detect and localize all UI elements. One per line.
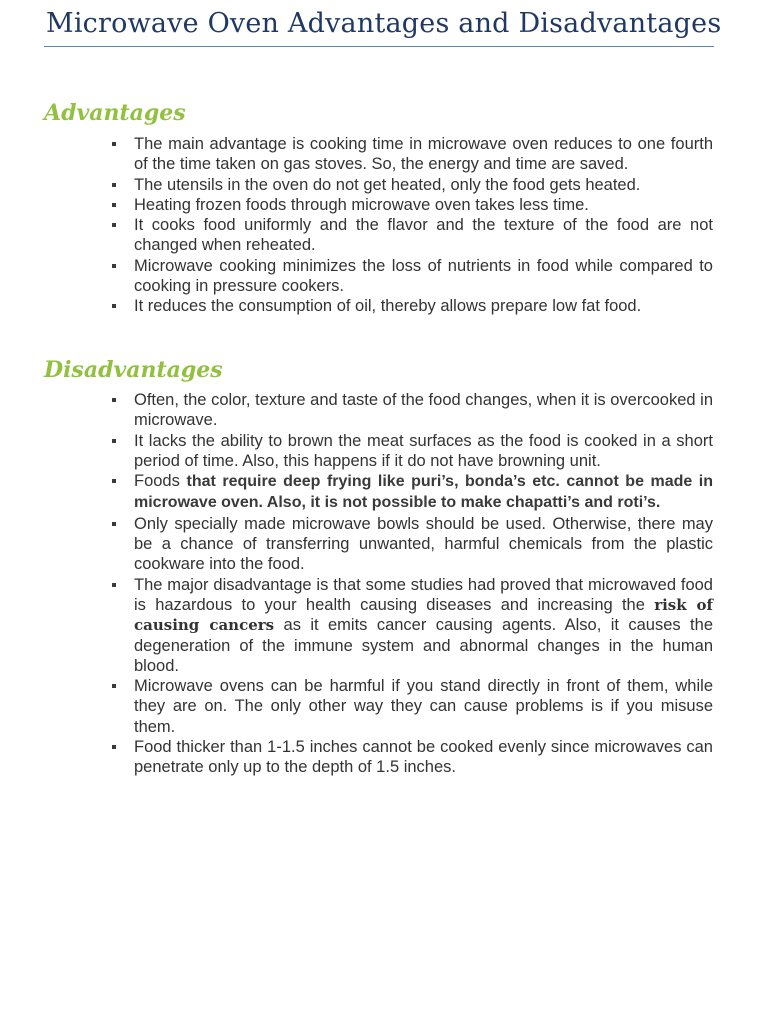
list-item	[110, 256, 713, 297]
list-item-text: Microwave cooking minimizes the loss of nutrients in food while compared to cooking in pressure cookers.	[134, 256, 713, 296]
square-bullet-icon	[112, 583, 116, 587]
list-item-text: The utensils in the oven do not get heated, only the food gets heated.	[134, 175, 641, 194]
page-title: Microwave Oven Advantages and Disadvantages	[46, 8, 722, 39]
square-bullet-icon	[112, 203, 116, 207]
list-item-text: It cooks food uniformly and the flavor and the texture of the food are not changed when reheated.	[134, 216, 713, 255]
disadvantages-heading: Disadvantages	[44, 357, 223, 383]
advantages-list	[110, 134, 713, 317]
square-bullet-icon	[112, 745, 116, 749]
list-item-text: Food thicker than 1-1.5 inches cannot be cooked evenly since microwaves can penetrate only up to the depth of 1.5 inches.	[134, 738, 713, 777]
list-item	[110, 676, 713, 737]
list-item	[110, 195, 713, 215]
list-item	[110, 175, 713, 195]
list-item-text: It lacks the ability to brown the meat surfaces as the food is cooked in a short period of time. Also, this happens if it do not have browning unit.	[134, 431, 713, 470]
advantages-heading: Advantages	[44, 100, 186, 126]
list-item-text: Microwave ovens can be harmful if you stand directly in front of them, while they are on. The only other way they can cause problems is if you misuse them.	[134, 677, 713, 736]
square-bullet-icon	[112, 142, 116, 146]
list-item	[110, 296, 713, 316]
square-bullet-icon	[112, 304, 116, 308]
list-item-text-end: as it emits cancer causing agents. Also, it causes the degeneration of the immune system and abnormal changes in the human blood.	[134, 616, 713, 675]
list-item-text-bold: that require deep frying like puri’s, bonda’s etc. cannot be made in microwave oven. Also, it is not possible to make chapatti’s and roti’s.	[134, 473, 713, 512]
square-bullet-icon	[112, 439, 116, 443]
disadvantages-list	[110, 390, 713, 778]
list-item-text-start: The major disadvantage is that some studies had proved that microwaved food is hazardous to your health causing diseases and increasing the	[134, 575, 713, 614]
list-item	[110, 215, 713, 256]
title-underline	[44, 46, 714, 47]
list-item-text-emphasis: risk of causing cancers	[134, 595, 713, 635]
square-bullet-icon	[112, 223, 116, 227]
list-item	[110, 390, 713, 431]
square-bullet-icon	[112, 398, 116, 402]
list-item-text: Often, the color, texture and taste of the food changes, when it is overcooked in microwave.	[134, 391, 713, 430]
square-bullet-icon	[112, 522, 116, 526]
list-item	[110, 134, 713, 175]
list-item-text-start: Foods	[134, 472, 187, 491]
list-item-text: Heating frozen foods through microwave oven takes less time.	[134, 195, 589, 214]
list-item	[110, 431, 713, 472]
square-bullet-icon	[112, 183, 116, 187]
list-item-text: It reduces the consumption of oil, thereby allows prepare low fat food.	[134, 297, 642, 316]
square-bullet-icon	[112, 264, 116, 268]
list-item-text: Only specially made microwave bowls should be used. Otherwise, there may be a chance of transferring unwanted, harmful chemicals from the plastic cookware into the food.	[134, 514, 713, 574]
list-item	[110, 737, 713, 778]
list-item	[110, 575, 713, 676]
list-item	[110, 514, 713, 575]
list-item-text: The main advantage is cooking time in microwave oven reduces to one fourth of the time taken on gas stoves. So, the energy and time are saved.	[134, 135, 713, 174]
square-bullet-icon	[112, 684, 116, 688]
square-bullet-icon	[112, 479, 116, 483]
list-item	[110, 471, 713, 514]
